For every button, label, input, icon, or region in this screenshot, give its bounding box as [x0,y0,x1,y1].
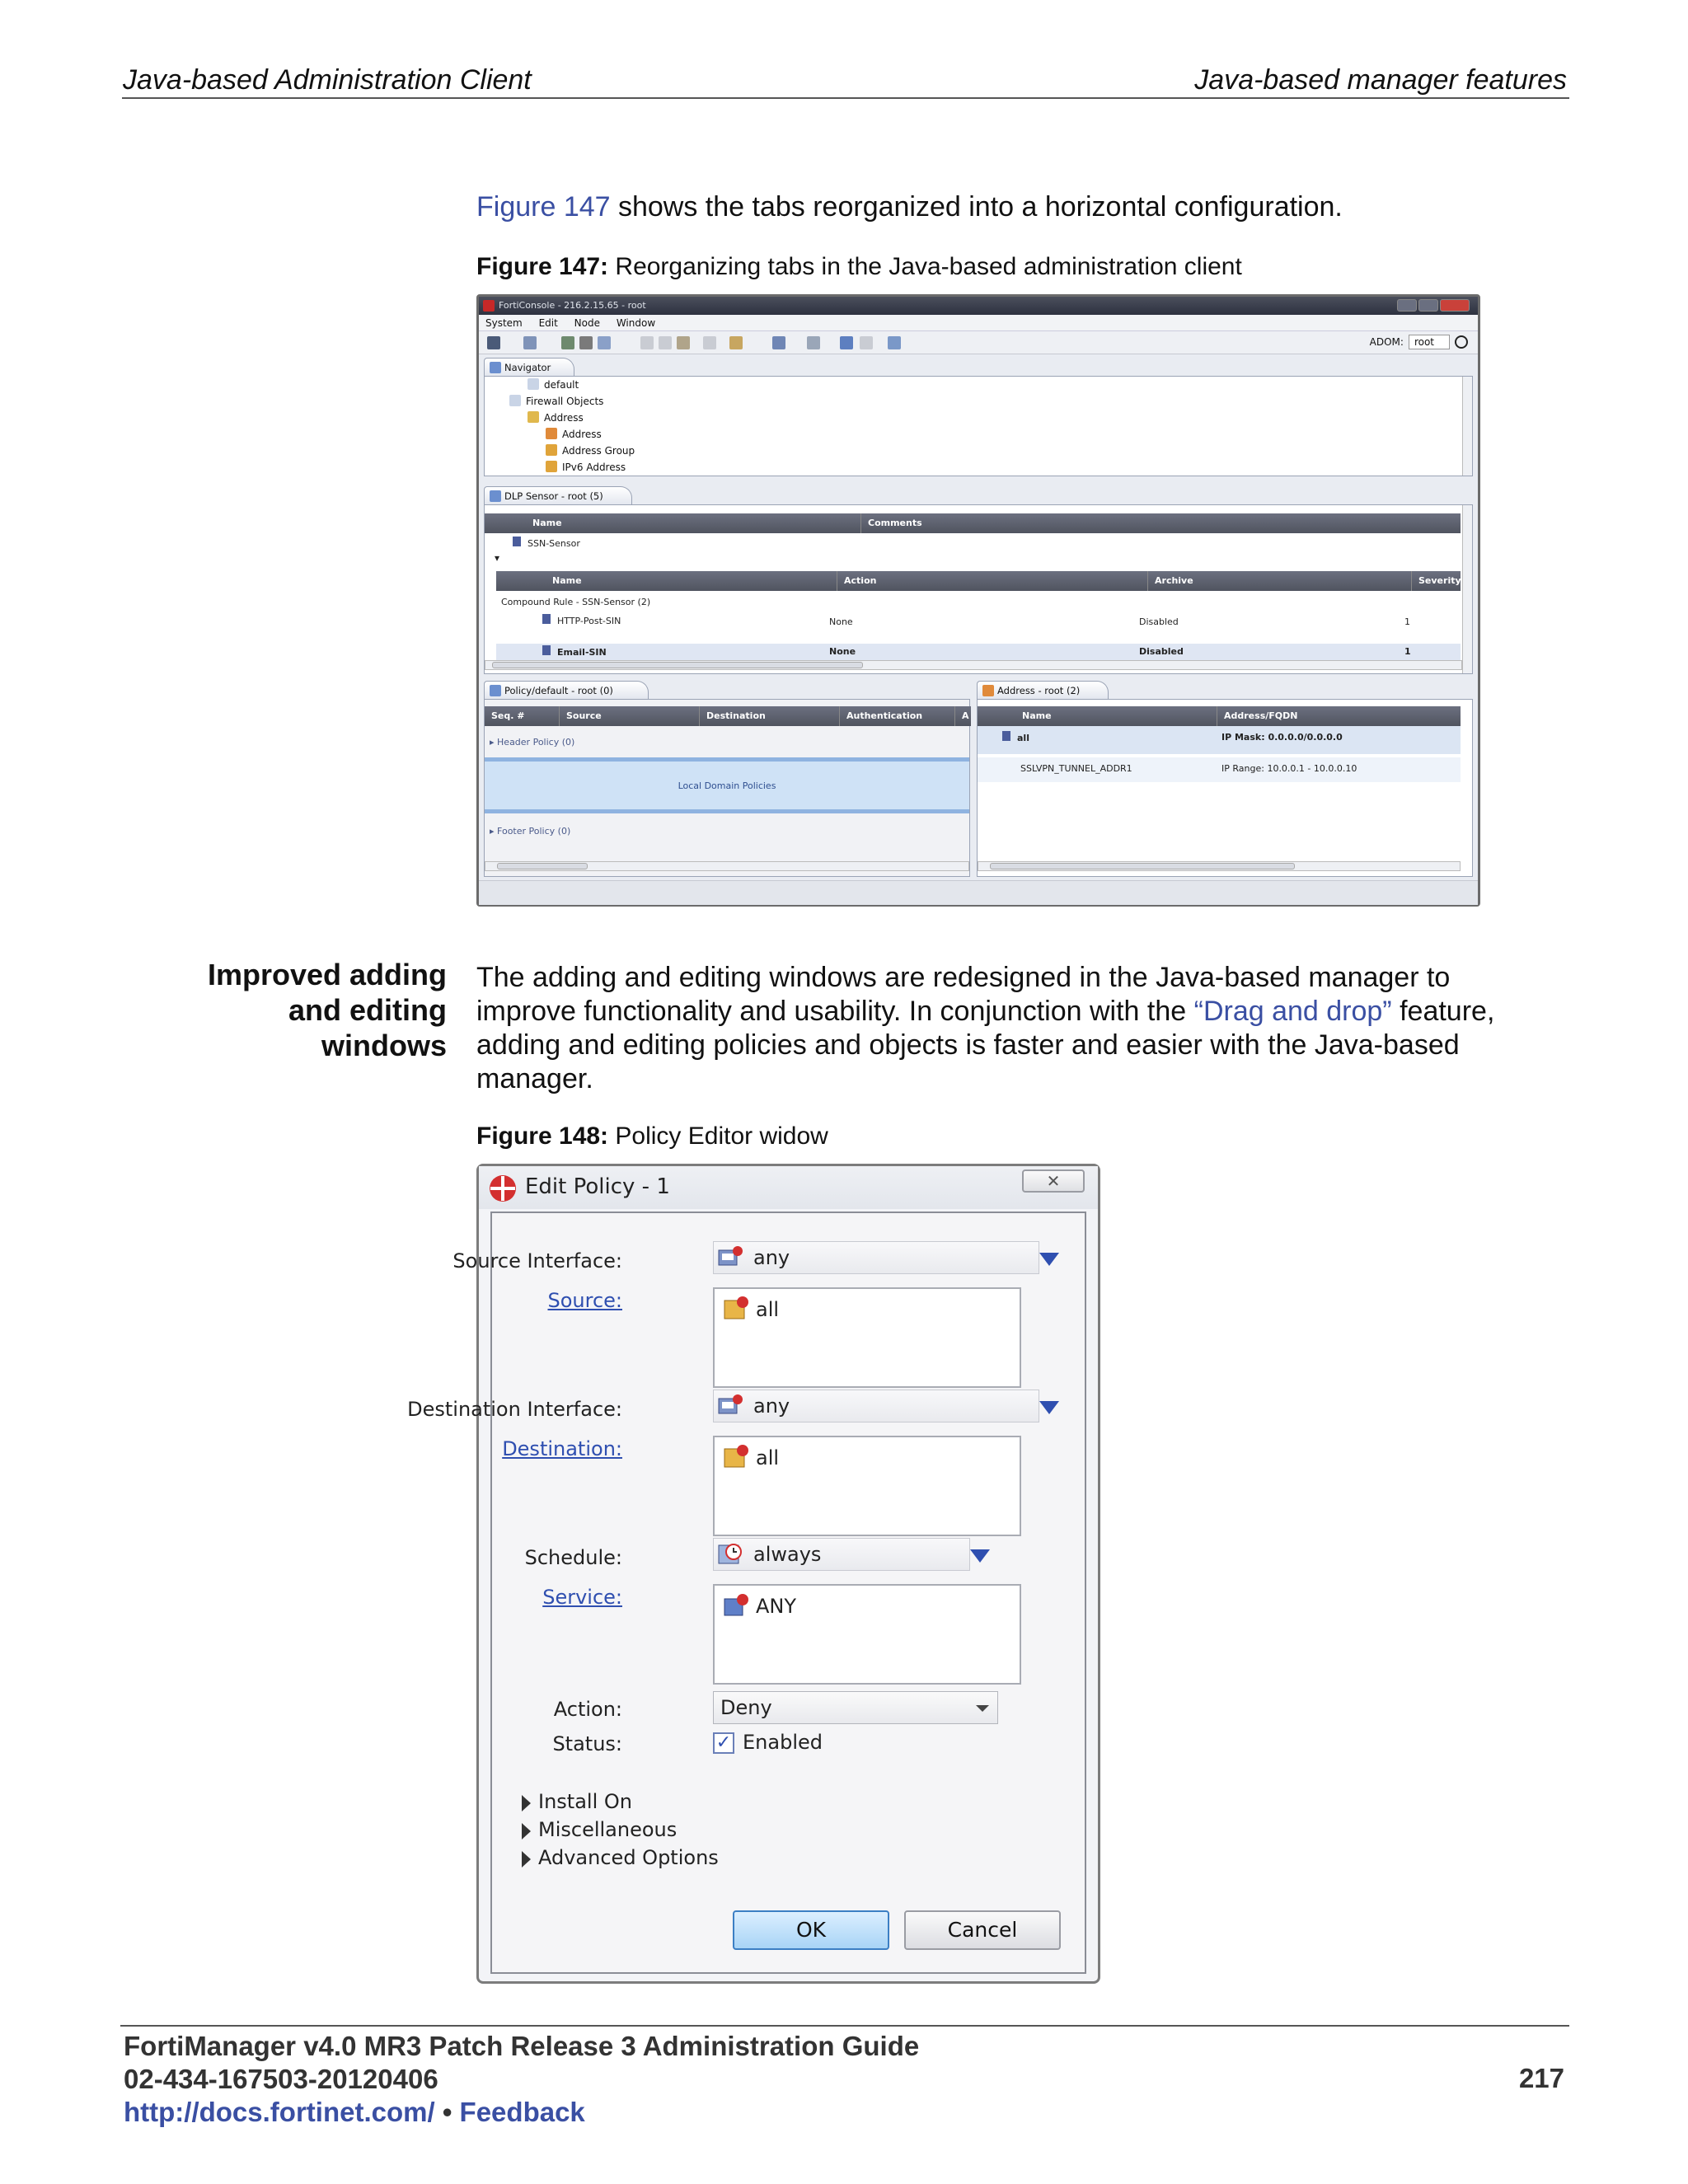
dialog-title: Edit Policy - 1 [525,1174,670,1199]
save-icon[interactable] [487,336,500,349]
clipboard-icon[interactable] [729,336,743,349]
cancel-button[interactable]: Cancel [904,1910,1061,1950]
status-enabled-label: Enabled [743,1731,823,1754]
footer-doc-id: 02-434-167503-20120406 [124,2064,438,2094]
header-right: Java-based manager features [1194,64,1567,96]
policy-hscroll[interactable] [485,861,969,871]
maximize-button[interactable] [1418,299,1438,312]
dlp-vscroll[interactable] [1462,505,1472,673]
move-icon[interactable] [598,336,611,349]
copy-icon[interactable] [659,336,672,349]
adom-select[interactable]: root [1409,335,1450,349]
figure-147-link[interactable]: Figure 147 [476,191,611,223]
tree-item[interactable]: IPv6 Address [546,459,640,476]
footer-rule [120,2025,1569,2027]
chevron-down-icon [976,1705,989,1712]
address-icon [982,685,994,696]
source-link[interactable]: Source: [547,1289,622,1312]
source-interface-label: Source Interface: [452,1249,622,1272]
address-group-icon [546,444,557,456]
destination-link[interactable]: Destination: [502,1437,622,1460]
source-list[interactable] [713,1287,1021,1388]
cut-icon[interactable] [640,336,654,349]
section-paragraph: The adding and editing windows are redesigned in the Java-based manager to improve functionality and usability. In conjunction with the “Drag and drop” feature, adding and editing policies and objects is faster and easier with the Java-based manager. [476,962,1495,1094]
policy-icon [490,685,501,696]
advanced-options-expander[interactable]: Advanced Options [520,1846,719,1869]
address-icon [723,1296,749,1322]
navigator-tree [491,377,635,476]
window-controls [1397,299,1470,312]
filter-icon[interactable] [840,336,853,349]
dialog-body [407,1212,1086,1974]
list-item[interactable]: ANY [723,1592,796,1620]
header-rule [122,97,1569,99]
add-icon[interactable] [523,336,537,349]
expand-icon[interactable] [772,336,785,349]
dlp-icon [490,490,501,502]
rename-icon[interactable] [579,336,593,349]
tree-item[interactable]: Firewall Objects [509,393,603,410]
col-a[interactable]: A [954,706,971,726]
list-item[interactable]: all [723,1296,779,1324]
status-bar [479,880,1478,905]
destination-list[interactable] [713,1436,1021,1536]
address-hscroll[interactable] [978,861,1461,871]
address-pane [977,699,1473,877]
menu-system[interactable]: System [485,317,523,329]
tree-item[interactable]: default [528,377,621,393]
header-left: Java-based Administration Client [123,64,532,96]
tree-item[interactable]: Address Group [546,443,640,459]
toolbar [479,331,1478,354]
col-authentication[interactable]: Authentication [839,706,954,726]
rule-icon [542,645,551,655]
col-source[interactable]: Source [559,706,699,726]
col-address-name[interactable]: Name [1022,710,1052,721]
status-label: Status: [552,1732,622,1755]
figure-147-caption: Figure 147: Reorganizing tabs in the Java-based administration client [476,253,1242,280]
menu-window[interactable]: Window [616,317,656,329]
edit-icon[interactable] [807,336,820,349]
table-row-selected[interactable]: all IP Mask: 0.0.0.0/0.0.0.0 [978,726,1461,754]
policy-pane [484,699,970,877]
dlp-sub-header [496,571,1461,591]
tab-dlp-sensor[interactable]: DLP Sensor - root (5) [484,486,632,504]
navigator-scrollbar[interactable] [1462,377,1472,476]
install-on-expander[interactable]: Install On [520,1790,632,1813]
policy-header [485,706,971,726]
expand-arrow-icon: ▸ [490,826,498,837]
service-icon [723,1592,749,1619]
interface-icon [717,1245,743,1270]
miscellaneous-expander[interactable]: Miscellaneous [520,1818,677,1841]
dlp-sensor-row[interactable]: SSN-Sensor [513,537,580,551]
schedule-label: Schedule: [524,1546,622,1569]
rule-icon [542,614,551,624]
paste-icon[interactable] [677,336,690,349]
intro-sentence: Figure 147 shows the tabs reorganized into a horizontal configuration. [476,191,1343,223]
tab-address[interactable]: Address - root (2) [977,681,1109,699]
expand-arrow-icon: ▸ [490,737,498,748]
address-header [978,706,1461,726]
menu-node[interactable]: Node [574,317,600,329]
col-seq[interactable]: Seq. # [491,710,525,721]
figure-147-screenshot [476,294,1480,907]
figure-148-caption: Figure 148: Policy Editor widow [476,1122,828,1150]
import-icon[interactable] [561,336,574,349]
dialog-titlebar [479,1166,1098,1209]
menu-bar [479,315,1478,331]
col-severity[interactable]: Severity [1411,571,1461,591]
footer-block: FortiManager v4.0 MR3 Patch Release 3 Administration Guide 02-434-167503-20120406 http://docs.fortinet.com/ • Feedback [124,2031,920,2127]
close-button[interactable] [1440,299,1470,312]
ok-button[interactable]: OK [733,1910,889,1950]
footer-policy-row[interactable]: ▸ Footer Policy (0) [490,826,571,837]
dlp-sensor-pane: Name Comments SSN-Sensor ▾ Name Action Archive Severity Compound Rule - SSN-Sensor (2) HTTP-Post-SIN None Disabled 1 Email-SIN None Disabled 1 [484,504,1473,674]
source-interface-combo[interactable]: any [713,1241,1039,1274]
navigator-icon [490,362,501,373]
address-row-icon [1002,731,1010,741]
fortinet-app-icon [483,300,495,312]
address-icon [723,1444,749,1470]
address-icon [546,428,557,439]
adom-label: ADOM: [1369,336,1404,348]
col-comments[interactable]: Comments [860,513,1461,533]
folder-icon [509,395,521,406]
col-destination[interactable]: Destination [699,706,839,726]
col-action[interactable]: Action [837,571,1146,591]
action-select[interactable]: Deny [713,1691,998,1724]
col-name[interactable]: Name [532,518,562,528]
info-icon[interactable] [1455,335,1468,349]
dialog-close-button[interactable] [1022,1169,1085,1193]
tree-item[interactable]: Address [546,426,640,443]
sensor-icon [513,537,521,546]
col-address-fqdn[interactable]: Address/FQDN [1217,706,1461,726]
feedback-link[interactable]: Feedback [459,2097,585,2127]
status-checkbox[interactable] [713,1732,734,1754]
table-row-selected[interactable]: Email-SIN None Disabled 1 [496,644,1461,660]
forticonsole-titlebar [479,297,1478,315]
schedule-dropdown-icon[interactable] [970,1549,990,1563]
navigator-pane [484,376,1473,476]
footer-title: FortiManager v4.0 MR3 Patch Release 3 Administration Guide [124,2031,920,2061]
tree-item[interactable]: Address [528,410,621,426]
destination-interface-label: Destination Interface: [407,1398,622,1421]
interface-icon [717,1394,743,1418]
adom-selector [1370,335,1468,349]
list-item[interactable]: all [723,1444,779,1472]
minimize-button[interactable] [1397,299,1417,312]
docs-url-link[interactable]: http://docs.fortinet.com/ [124,2097,435,2127]
collapse-arrow-icon[interactable]: ▾ [495,552,500,564]
schedule-icon [717,1542,743,1567]
dlp-header [485,513,1461,533]
folder-icon [528,411,539,423]
action-label: Action: [553,1698,622,1721]
destination-interface-combo[interactable]: any [713,1390,1039,1422]
ipv6-address-icon [546,461,557,472]
destination-interface-dropdown-icon[interactable] [1039,1401,1059,1414]
compound-rule-group: Compound Rule - SSN-Sensor (2) [501,597,651,607]
service-list[interactable] [713,1584,1021,1685]
schedule-combo[interactable]: always [713,1538,970,1571]
col-archive[interactable]: Archive [1147,571,1411,591]
dlp-hscroll[interactable] [485,660,1462,670]
table-row[interactable]: SSLVPN_TUNNEL_ADDR1 IP Range: 10.0.0.1 - 10.0.0.10 [978,757,1461,782]
service-link[interactable]: Service: [542,1586,622,1609]
close-icon: ✕ [1046,1171,1061,1191]
refresh-icon[interactable] [860,336,873,349]
layout-icon[interactable] [888,336,901,349]
col-rule-name[interactable]: Name [552,575,582,586]
delete-icon[interactable] [703,336,716,349]
checkmark-icon: ✓ [715,1732,732,1753]
fortinet-logo-icon [489,1174,517,1202]
page-number: 217 [1518,2063,1564,2093]
section-heading: Improved adding and editing windows [207,958,447,1062]
source-interface-dropdown-icon[interactable] [1039,1253,1059,1266]
tab-policy[interactable]: Policy/default - root (0) [484,681,649,699]
window-title: FortiConsole - 216.2.15.65 - root [499,300,646,311]
drag-and-drop-link[interactable]: “Drag and drop” [1193,996,1392,1027]
header-policy-row[interactable]: ▸ Header Policy (0) [490,737,575,748]
tab-navigator[interactable]: Navigator [484,358,574,376]
edit-policy-dialog [407,1164,1100,1984]
folder-icon [528,378,539,390]
local-domain-band[interactable]: Local Domain Policies [485,757,969,813]
menu-edit[interactable]: Edit [538,317,558,329]
